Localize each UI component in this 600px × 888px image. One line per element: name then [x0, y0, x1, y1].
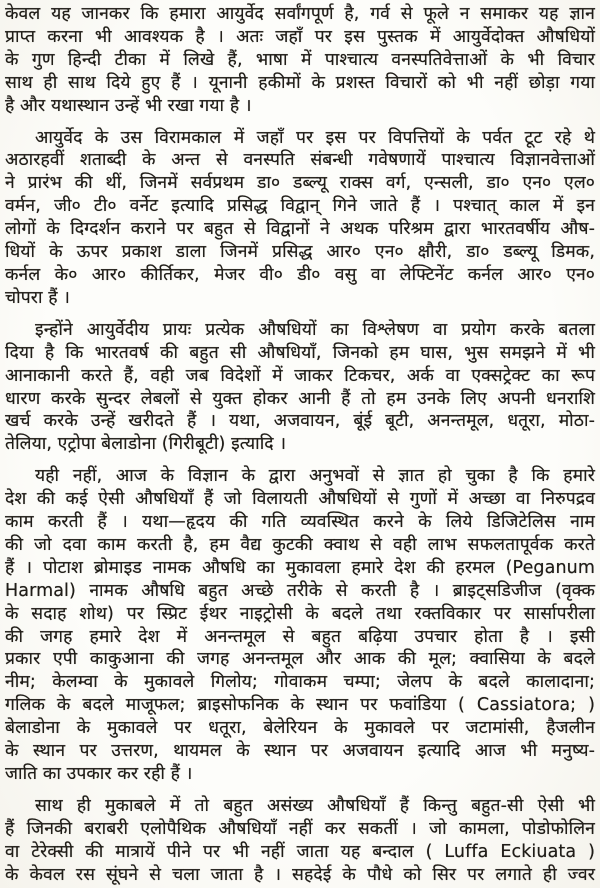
- text-line: नीम; केलम्वा के मुकावले गिलोय; गोवाकम चम्पा; जेलप के बदले कालादाना;: [5, 672, 595, 693]
- text-line: दिया है कि भारतवर्ष की बहुत सी औषधियाँ, जिनको हम घास, भुस समझने में भी: [5, 342, 595, 363]
- text-line: के स्थान पर उत्तरण, थायमल के स्थान पर अजवायन इत्यादि आज भी मनुष्य-: [5, 741, 595, 762]
- paragraph: [5, 465, 595, 786]
- text-line: केवल यह जानकर कि हमारा आयुर्वेद सर्वांगपूर्ण है, गर्व से फूले न समाकर यह ज्ञान: [5, 4, 595, 24]
- text-line: इन्होंने आयुर्वेदीय प्रायः प्रत्येक औषधियों का विश्लेषण वा प्रयोग करके बतला: [35, 319, 595, 340]
- text-line: यही नहीं, आज के विज्ञान के द्वारा अनुभवों से ज्ञात हो चुका है कि हमारे: [35, 466, 595, 487]
- text-line: के गुण हिन्दी टीका में लिखे हैं, भाषा में पाश्चात्य वनस्पतिवेत्ताओं के भी विचार: [5, 49, 595, 70]
- paragraph: [5, 795, 595, 887]
- text-line: धारण करके सुन्दर लेबलों से युक्त होकर आनी हैं तो हम उनके लिए अपनी धनराशि: [5, 388, 595, 409]
- text-line: आनाकानी करते हैं, वही जब विदेशों में जाकर टिकचर, अर्क वा एक्सट्रेक्ट का रूप: [5, 365, 595, 386]
- text-line: देश की कई ऐसी औषधियाँ हैं जो विलायती औषधियों से गुणों में अच्छा वा निरुपद्रव: [5, 489, 595, 510]
- text-line: ने प्रारंभ की थीं, जिनमें सर्वप्रथम डा० डब्ल्यू राक्स वर्ग, एन्सली, डा० एन० एल०: [5, 173, 595, 194]
- text-line: वा टेरेक्सी की मात्रायें पीने पर भी नहीं जाता यह बन्दाल ( Luffa Eckiuata ): [5, 841, 595, 862]
- text-line: साथ ही मुकाबले में तो बहुत असंख्य औषधियाँ हैं किन्तु बहुत-सी ऐसी भी: [35, 795, 595, 816]
- page-text: [5, 3, 595, 887]
- text-line: जाति का उपकार कर रही हैं ।: [5, 764, 193, 784]
- text-line: गलिक के बदले माजूफल; ब्राइसोफनिक के स्थान पर फवांडिया ( Cassiatora; ): [5, 695, 595, 716]
- text-line: आयुर्वेद के उस विरामकाल में जहाँ पर इस पर विपत्तियों के पर्वत टूट रहे थे: [35, 127, 595, 148]
- paragraph: [5, 319, 595, 456]
- text-line: के सदाह शोथ) पर स्प्रिट ईथर नाइट्रोसी के बदले तथा रक्तविकार पर सार्सापरीला: [5, 603, 595, 624]
- text-line: के केवल रस सूंघने से चला जाता है । सहदेई के पौधे को सिर पर लगाते ही ज्वर: [5, 864, 595, 885]
- paragraph: [5, 127, 595, 310]
- paragraph: [5, 3, 595, 118]
- text-line: अठारहवीं शताब्दी के अन्त से वनस्पति संबन्धी गवेषणायें पाश्चात्य विज्ञानवेत्ताओं: [5, 150, 595, 171]
- text-line: तेलिया, एट्रोपा बेलाडोना (गिरीबूटी) इत्यादि ।: [5, 434, 287, 455]
- text-line: काम करती हैं । यथा—हृदय की गति व्यवस्थित करने के लिये डिजिटेलिस नाम: [5, 512, 595, 533]
- text-line: कर्नल के० आर० कीर्तिकर, मेजर वी० डी० वसु वा लेफ्टिनेंट कर्नल आर० एन०: [5, 264, 595, 285]
- text-line: है और यथास्थान उन्हें भी रखा गया है ।: [5, 95, 252, 116]
- text-line: Harmal) नामक औषधि बहुत अच्छे तरीके से करती है । ब्राइट्सडिजीज (वृक्क: [5, 580, 595, 601]
- text-line: प्रकार एपी काकुआना की जगह अनन्तमूल और आक की मूल; क्वासिया के बदले: [5, 649, 595, 670]
- text-line: खर्च करके उन्हें खरीदते हैं । यथा, अजवायन, बूंई बूटी, अनन्तमूल, धतूरा, मोठा-: [5, 411, 595, 432]
- text-line: साथ ही साथ दिये हुए हैं । यूनानी हकीमों के प्रशस्त विचारों को भी नहीं छोड़ा गया: [5, 72, 595, 93]
- text-line: की जगह हमारे देश में अनन्तमूल से बहुत बढ़िया उपचार होता है । इसी: [5, 626, 595, 647]
- text-line: प्राप्त करना भी आवश्यक है । अतः जहाँ पर इस पुस्तक में आयुर्वेदोक्त औषधियों: [5, 26, 595, 47]
- text-line: लोगों के दिग्दर्शन कराने पर बहुत से विद्वानों ने अथक परिश्रम द्वारा भारतवर्षीय औष-: [5, 219, 595, 240]
- text-line: बेलाडोना के मुकावले पर धतूरा, बेलेरियन के मुकावले पर जटामांसी, हैजलीन: [5, 718, 595, 739]
- text-line: वर्मन, जी० टी० वर्नेट इत्यादि प्रसिद्ध विद्वान् गिने जाते हैं । पश्चात् काल में इन: [5, 196, 595, 217]
- text-line: चोपरा हैं ।: [5, 287, 71, 308]
- text-line: धियों के ऊपर प्रकाश डाला जिनमें प्रसिद्ध आर० एन० क्षौरी, डा० डब्ल्यू डिमक,: [5, 242, 595, 263]
- text-line: हैं जिनकी बराबरी एलोपैथिक औषधियाँ नहीं कर सकतीं । जो कामला, पोडोफोलिन: [5, 818, 595, 839]
- text-line: की जो दवा काम करती है, हम वैद्य कुटकी क्वाथ से वही लाभ सफलतापूर्वक करते: [5, 534, 595, 555]
- text-line: हैं । पोटाश ब्रोमाइड नामक औषधि का मुकावला हमारे देश की हरमल (Peganum: [5, 557, 595, 578]
